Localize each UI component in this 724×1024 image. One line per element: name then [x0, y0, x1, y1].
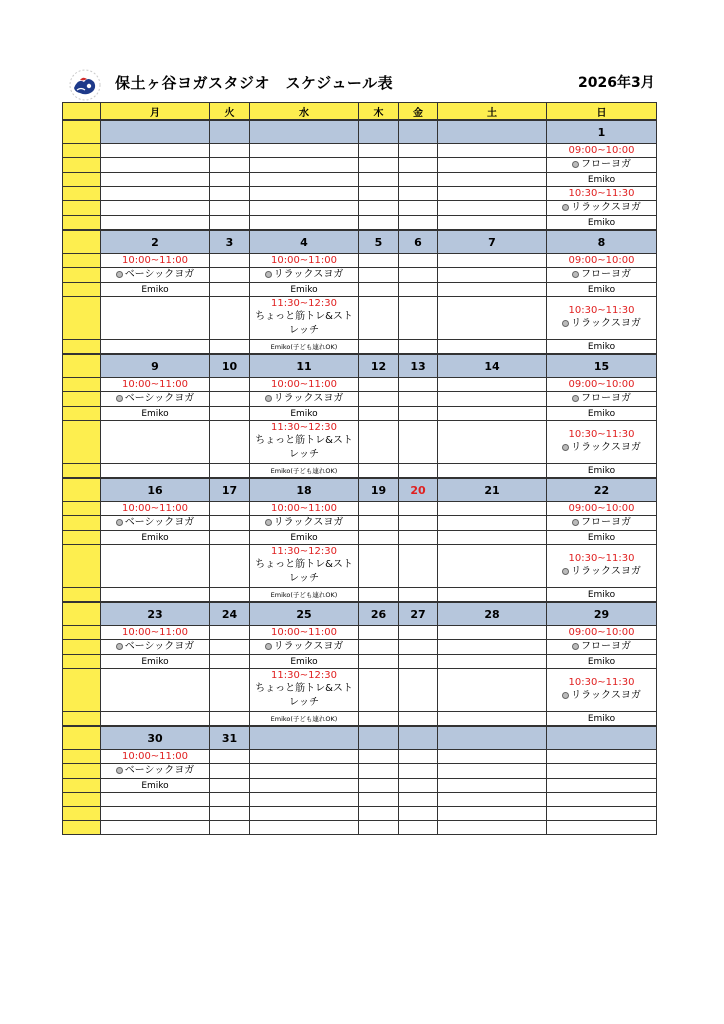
weekday-header: 金 [399, 103, 438, 121]
date-cell: 27 [399, 602, 438, 626]
class-name: フローヨガ [547, 268, 657, 283]
bullet-icon [572, 519, 579, 526]
class-instructor: Emiko [547, 407, 657, 421]
date-cell: 24 [210, 602, 250, 626]
date-cell: 25 [250, 602, 359, 626]
class-block: 10:30~11:30 リラックスヨガ [547, 297, 657, 340]
class-instructor: Emiko [547, 216, 657, 231]
date-cell [250, 726, 359, 750]
bullet-icon [562, 568, 569, 575]
class-instructor: Emiko(子ども連れOK) [250, 464, 359, 479]
class-name: フローヨガ [547, 158, 657, 173]
class-instructor: Emiko [250, 655, 359, 669]
date-cell: 19 [359, 478, 399, 502]
class-name: ベーシックヨガ [101, 516, 210, 531]
page-title: 保土ヶ谷ヨガスタジオ スケジュール表 [115, 74, 394, 92]
date-row [63, 120, 657, 144]
class-block: 10:30~11:30 リラックスヨガ [547, 421, 657, 464]
class-instructor: Emiko [101, 407, 210, 421]
bullet-icon [116, 519, 123, 526]
class-block: 11:30~12:30 ちょっと筋トレ&スト レッチ [250, 297, 359, 340]
class-name: リラックスヨガ [250, 268, 359, 283]
weekday-header: 水 [250, 103, 359, 121]
date-cell: 23 [101, 602, 210, 626]
class-time: 09:00~10:00 [547, 144, 657, 158]
date-cell: 15 [547, 354, 657, 378]
class-time: 09:00~10:00 [547, 378, 657, 392]
bullet-icon [116, 271, 123, 278]
date-cell: 17 [210, 478, 250, 502]
bullet-icon [265, 643, 272, 650]
class-instructor: Emiko [101, 655, 210, 669]
month-label: 2026年3月 [578, 75, 655, 91]
bullet-icon [572, 643, 579, 650]
date-cell: 26 [359, 602, 399, 626]
class-name: リラックスヨガ [250, 392, 359, 407]
date-cell: 21 [438, 478, 547, 502]
class-instructor: Emiko [547, 283, 657, 297]
weekday-header: 土 [438, 103, 547, 121]
bullet-icon [572, 271, 579, 278]
class-name: ベーシックヨガ [101, 640, 210, 655]
class-block: 11:30~12:30 ちょっと筋トレ&スト レッチ [250, 669, 359, 712]
date-cell: 3 [210, 230, 250, 254]
date-cell: 9 [101, 354, 210, 378]
class-instructor: Emiko(子ども連れOK) [250, 712, 359, 727]
class-instructor: Emiko [101, 779, 210, 793]
class-time: 09:00~10:00 [547, 502, 657, 516]
class-name: フローヨガ [547, 392, 657, 407]
class-instructor: Emiko [547, 588, 657, 603]
date-cell: 30 [101, 726, 210, 750]
date-cell [359, 120, 399, 144]
class-instructor: Emiko(子ども連れOK) [250, 340, 359, 355]
date-cell: 11 [250, 354, 359, 378]
corner-cell [63, 103, 101, 121]
class-time: 10:00~11:00 [250, 626, 359, 640]
date-cell: 22 [547, 478, 657, 502]
date-cell: 5 [359, 230, 399, 254]
bullet-icon [265, 395, 272, 402]
class-time: 10:30~11:30 [547, 187, 657, 201]
weekday-header: 月 [101, 103, 210, 121]
class-name: リラックスヨガ [250, 640, 359, 655]
schedule-table [62, 102, 657, 835]
class-instructor: Emiko [250, 531, 359, 545]
class-time: 10:00~11:00 [250, 502, 359, 516]
date-cell: 12 [359, 354, 399, 378]
class-time: 10:00~11:00 [101, 502, 210, 516]
class-name: リラックスヨガ [250, 516, 359, 531]
class-time: 10:00~11:00 [250, 378, 359, 392]
date-row [63, 478, 657, 502]
date-row [63, 230, 657, 254]
class-instructor: Emiko [547, 173, 657, 187]
date-cell: 31 [210, 726, 250, 750]
bullet-icon [562, 204, 569, 211]
class-instructor: Emiko [250, 283, 359, 297]
date-cell: 29 [547, 602, 657, 626]
class-instructor: Emiko [547, 340, 657, 355]
date-cell [399, 726, 438, 750]
weekday-header: 木 [359, 103, 399, 121]
bullet-icon [562, 320, 569, 327]
date-cell: 18 [250, 478, 359, 502]
class-name: ベーシックヨガ [101, 392, 210, 407]
class-time: 10:00~11:00 [101, 254, 210, 268]
bullet-icon [572, 161, 579, 168]
class-block: 10:30~11:30 リラックスヨガ [547, 669, 657, 712]
bullet-icon [116, 643, 123, 650]
bullet-icon [116, 767, 123, 774]
date-cell: 10 [210, 354, 250, 378]
date-row [63, 354, 657, 378]
class-time: 09:00~10:00 [547, 254, 657, 268]
weekday-header: 日 [547, 103, 657, 121]
class-instructor: Emiko(子ども連れOK) [250, 588, 359, 603]
date-cell [438, 120, 547, 144]
class-block: 10:30~11:30 リラックスヨガ [547, 545, 657, 588]
bullet-icon [562, 444, 569, 451]
date-cell: 8 [547, 230, 657, 254]
bullet-icon [116, 395, 123, 402]
studio-logo [66, 68, 104, 102]
class-time: 09:00~10:00 [547, 626, 657, 640]
date-cell [438, 726, 547, 750]
class-time: 10:00~11:00 [101, 378, 210, 392]
bullet-icon [562, 692, 569, 699]
date-cell [250, 120, 359, 144]
class-block: 11:30~12:30 ちょっと筋トレ&スト レッチ [250, 545, 359, 588]
class-name: リラックスヨガ [547, 201, 657, 216]
weekday-header: 火 [210, 103, 250, 121]
class-time: 10:00~11:00 [250, 254, 359, 268]
date-cell [210, 120, 250, 144]
class-name: フローヨガ [547, 516, 657, 531]
date-cell-holiday: 20 [399, 478, 438, 502]
date-cell: 16 [101, 478, 210, 502]
date-cell: 28 [438, 602, 547, 626]
class-instructor: Emiko [547, 531, 657, 545]
bullet-icon [265, 271, 272, 278]
class-instructor: Emiko [101, 283, 210, 297]
class-name: ベーシックヨガ [101, 764, 210, 779]
bullet-icon [265, 519, 272, 526]
class-block: 11:30~12:30 ちょっと筋トレ&スト レッチ [250, 421, 359, 464]
date-cell [547, 726, 657, 750]
date-cell: 2 [101, 230, 210, 254]
date-row [63, 726, 657, 750]
date-row [63, 602, 657, 626]
date-cell: 4 [250, 230, 359, 254]
date-cell: 6 [399, 230, 438, 254]
class-time: 10:00~11:00 [101, 626, 210, 640]
class-instructor: Emiko [547, 712, 657, 727]
class-instructor: Emiko [547, 464, 657, 479]
date-cell [399, 120, 438, 144]
class-instructor: Emiko [547, 655, 657, 669]
class-name: フローヨガ [547, 640, 657, 655]
date-cell: 1 [547, 120, 657, 144]
class-instructor: Emiko [101, 531, 210, 545]
date-cell [101, 120, 210, 144]
class-instructor: Emiko [250, 407, 359, 421]
class-time: 10:00~11:00 [101, 750, 210, 764]
bullet-icon [572, 395, 579, 402]
date-cell [359, 726, 399, 750]
class-name: ベーシックヨガ [101, 268, 210, 283]
date-cell: 7 [438, 230, 547, 254]
date-cell: 14 [438, 354, 547, 378]
date-cell: 13 [399, 354, 438, 378]
